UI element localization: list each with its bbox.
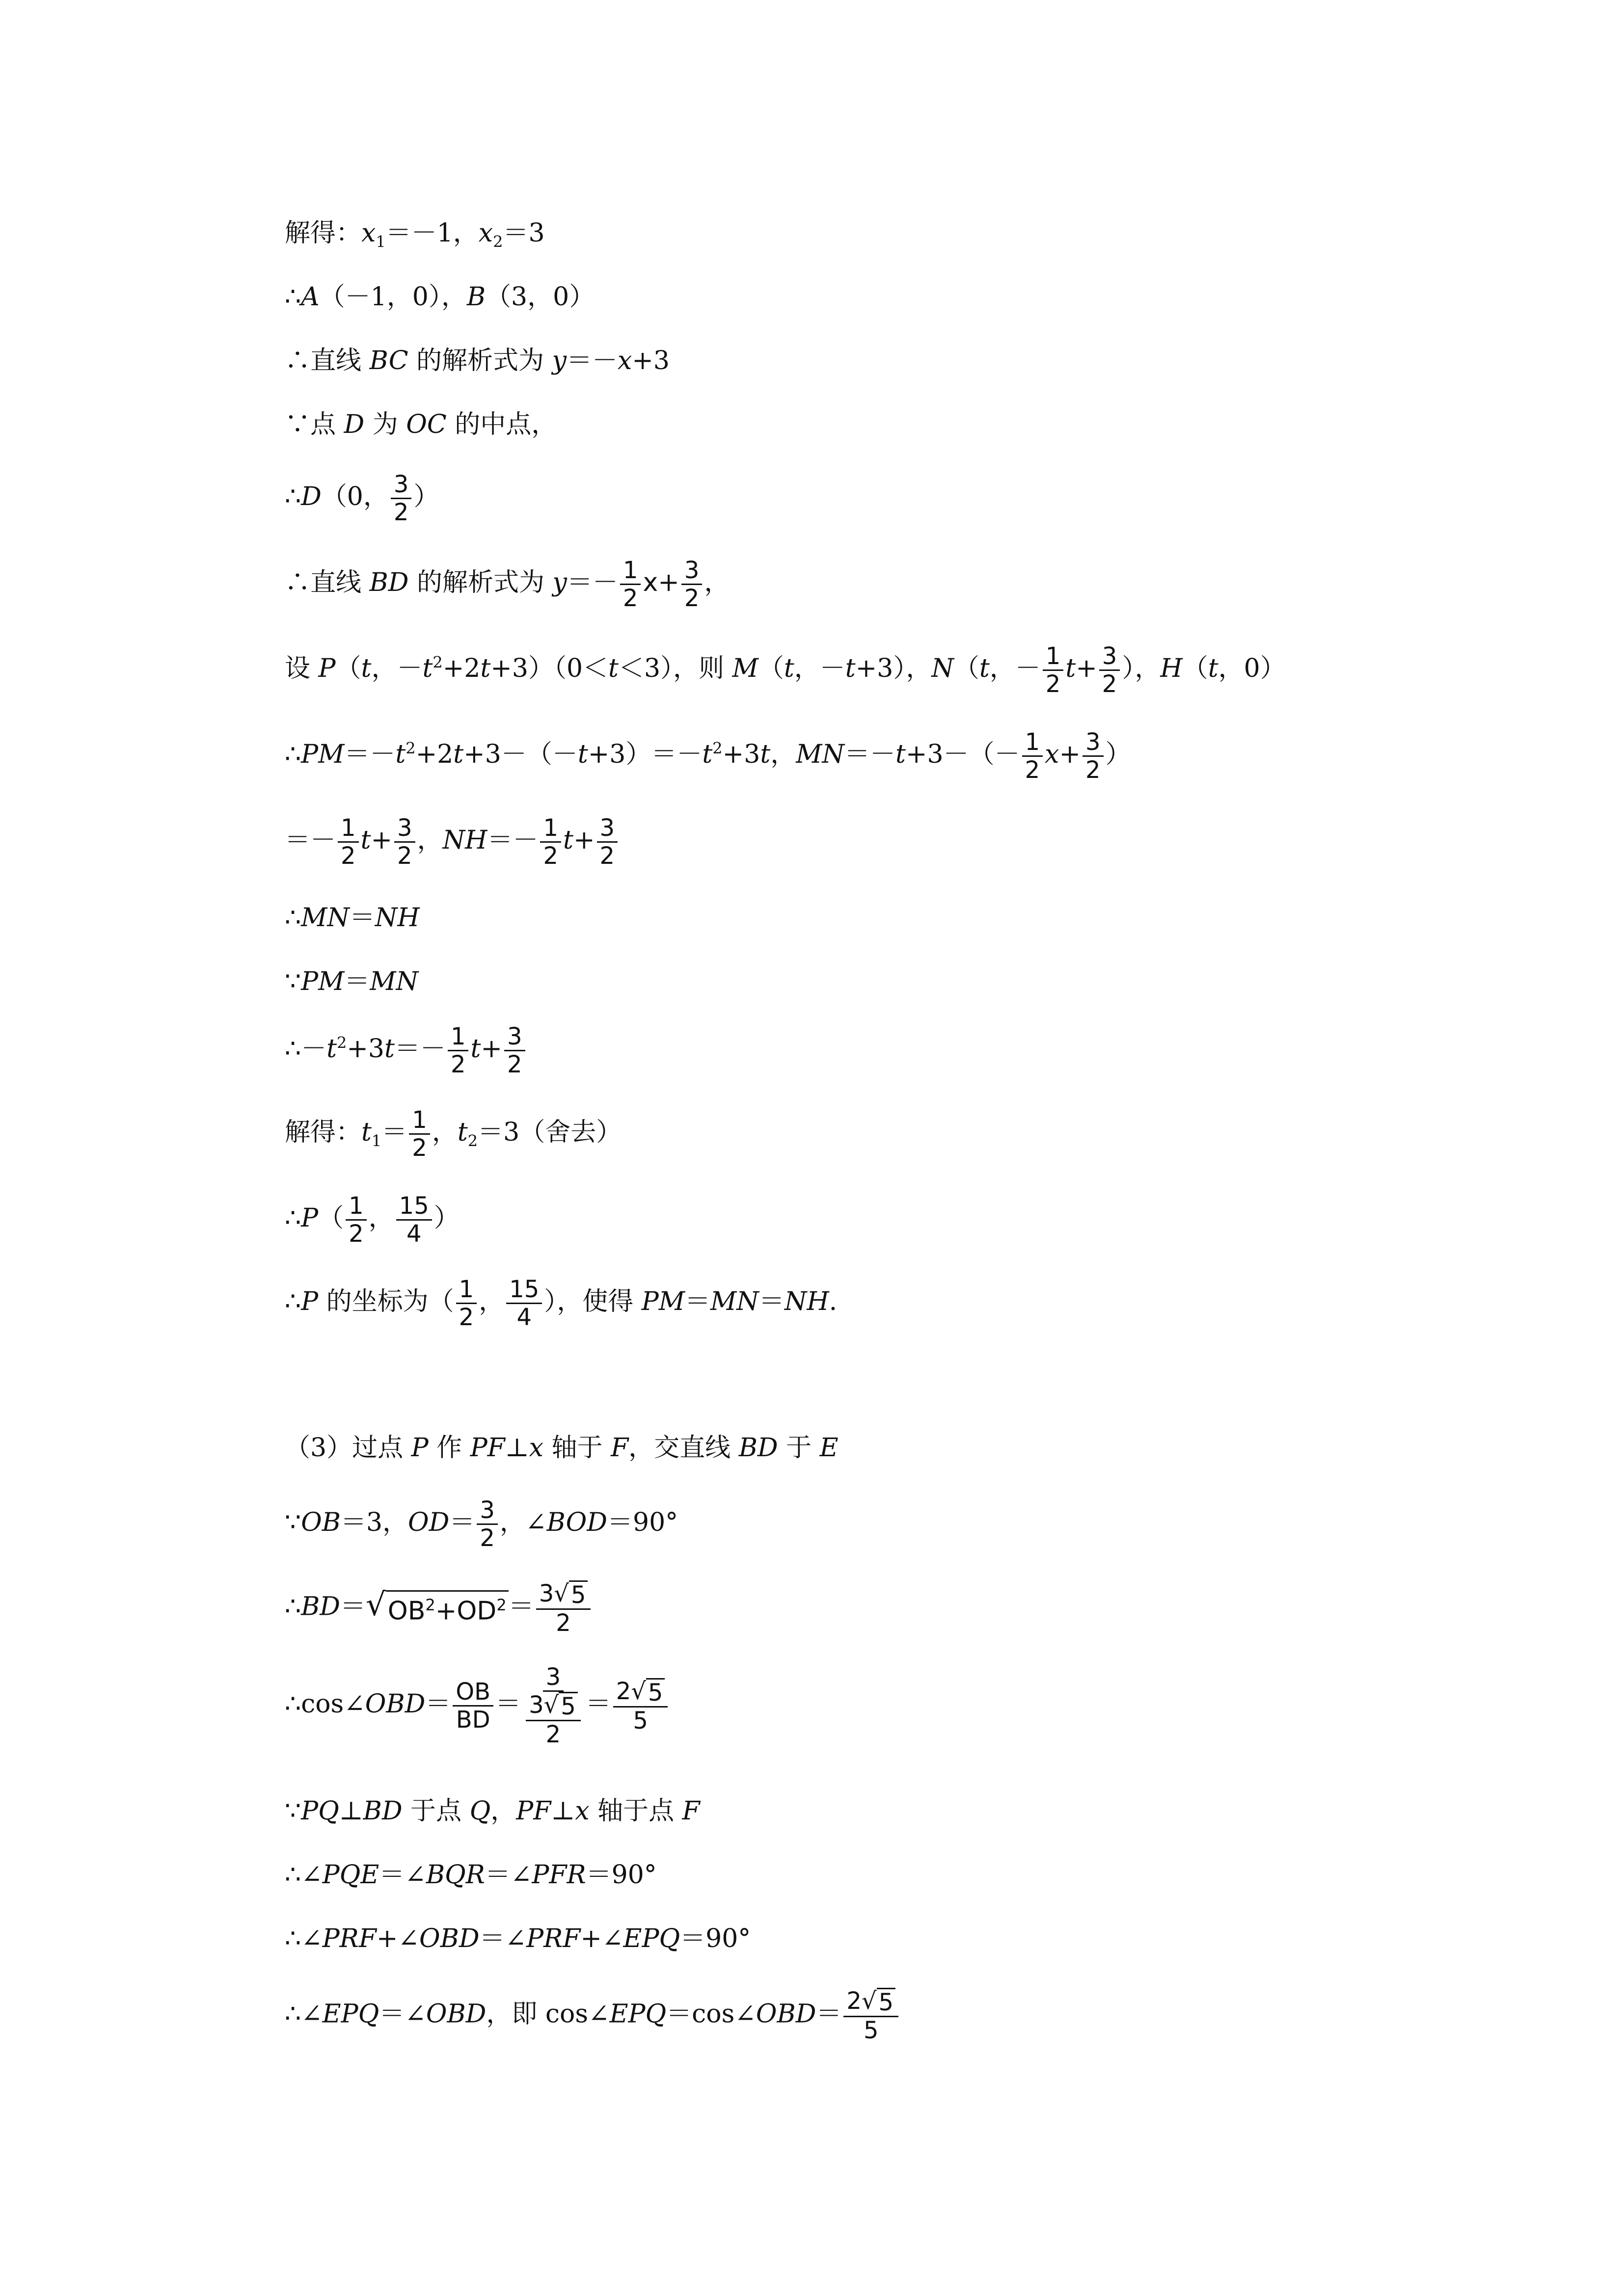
line-pm-eq-mn: ∵PM＝MN <box>285 967 419 996</box>
line-right-angles: ∴∠PQE＝∠BQR＝∠PFR＝90° <box>285 1860 657 1890</box>
line-cos-obd: ∴cos∠OBD＝ $\frac{OB}{BD}$ ＝ 3 3 √ 5 2 ＝ 2 √ 5 5 <box>285 1664 670 1748</box>
line-solve-x: 解得：$x_1=-1$，$x_2=3$ <box>285 218 545 251</box>
line-angle-sum: ∴∠PRF+∠OBD＝∠PRF+∠EPQ＝90° <box>285 1924 751 1953</box>
line-cos-epq: ∴∠EPQ＝∠OBD，即 cos∠EPQ＝cos∠OBD＝ 2 √ 5 5 <box>285 1988 900 2044</box>
line-ob-od: ∵OB＝3，OD＝ $\frac{3}{2}$ ，∠BOD＝90° <box>285 1496 678 1552</box>
line-pm-mn: $\therefore PM=-t^2+2t+3-(-t+3)=-t^2+3t$，MN＝－t+3－（－ $\frac{1}{2}$ x+ $\frac{3}{2}$ ） <box>285 728 1131 784</box>
line-set-p: 设 P（t，$-t^2+2t+3)(0<t<3)$，则 M（t，－t+3），N（t，－ $\frac{1}{2}$ t+ $\frac{3}{2}$ ），H（t，0） <box>285 642 1286 698</box>
line-points-ab: ∴A（－1，0），B（3，0） <box>285 282 595 312</box>
line-mn-nh-values: ＝－ $\frac{1}{2}$ t+ $\frac{3}{2}$ ，NH＝－ $\frac{1}{2}$ t+ $\frac{3}{2}$ <box>285 815 620 869</box>
line-d-midpoint: ∵点 D 为 OC 的中点， <box>285 410 557 439</box>
line-solve-t: 解得：$t_1=$ $\frac{1}{2}$ ，$t_2=3$（舍去） <box>285 1106 622 1162</box>
line-part3-construct: （3）过点 P 作 PF⊥x 轴于 F，交直线 BD 于 E <box>285 1433 839 1463</box>
line-bc-equation: ∴直线 BC 的解析式为 y＝－x+3 <box>285 346 670 375</box>
line-mn-eq-nh: ∴MN＝NH <box>285 903 420 933</box>
line-p-conclusion: ∴P 的坐标为（ $\frac{1}{2}$ ， $\frac{15}{4}$ ），使得 PM＝MN＝NH. <box>285 1276 838 1331</box>
line-point-d: ∴D（0， $\frac{3}{2}$ ） <box>285 471 439 526</box>
line-perpendiculars: ∵PQ⊥BD 于点 Q，PF⊥x 轴于点 F <box>285 1796 700 1826</box>
line-point-p: ∴P（ $\frac{1}{2}$ ， $\frac{15}{4}$ ） <box>285 1192 460 1248</box>
line-bd-length: ∴BD＝ √ $OB^2+OD^2$ ＝ 3 √ 5 2 <box>285 1580 593 1636</box>
line-bd-equation: ∴直线 BD 的解析式为 y＝－ $\frac{1}{2}$ x+ $\frac{3}{2}$ ， <box>285 557 730 612</box>
line-equation-t: $\therefore-t^2+3t=-$ $\frac{1}{2}$ t+ $\frac{3}{2}$ <box>285 1023 527 1078</box>
